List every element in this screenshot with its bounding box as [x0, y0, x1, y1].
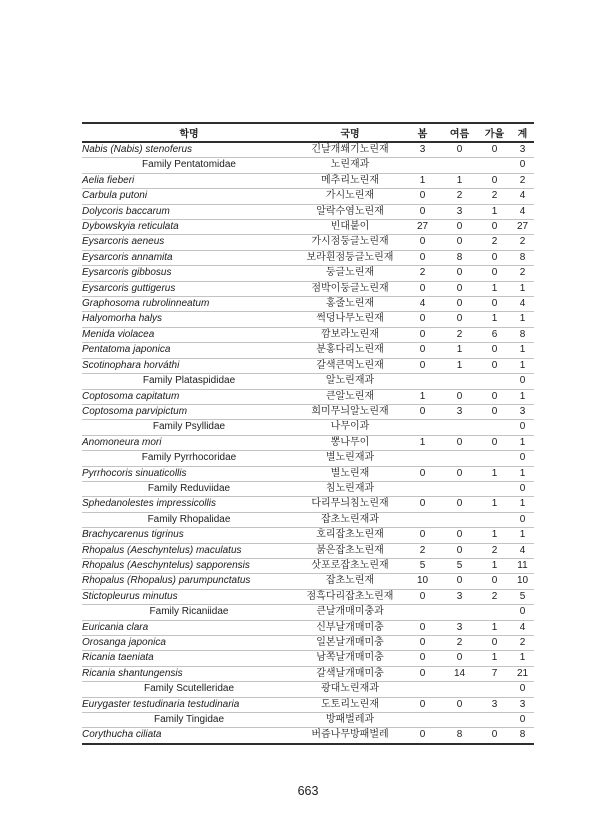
total-count: 2	[511, 266, 534, 281]
autumn-count: 2	[478, 589, 511, 604]
page-number: 663	[297, 784, 319, 798]
family-name: Family Ricaniidae	[82, 605, 296, 620]
total-count: 3	[511, 404, 534, 419]
col-header-autumn: 가을	[478, 123, 511, 142]
autumn-count	[478, 713, 511, 728]
spring-count: 2	[404, 266, 441, 281]
total-count: 11	[511, 558, 534, 573]
autumn-count	[478, 374, 511, 389]
korean-name: 나무이과	[296, 420, 404, 435]
spring-count: 0	[404, 528, 441, 543]
autumn-count: 0	[478, 358, 511, 373]
scientific-name: Rhopalus (Aeschyntelus) maculatus	[82, 543, 296, 558]
spring-count: 0	[404, 204, 441, 219]
summer-count: 8	[456, 729, 463, 741]
summer-count: 3	[441, 620, 478, 635]
total-count: 2	[511, 636, 534, 651]
total-count: 4	[511, 620, 534, 635]
summer-count: 0	[441, 312, 478, 327]
total-count: 1	[511, 358, 534, 373]
total-count: 0	[511, 158, 534, 173]
summer-count	[441, 481, 478, 496]
scientific-name: Dybowskyia reticulata	[82, 220, 296, 235]
summer-count: 1	[441, 343, 478, 358]
korean-name: 썩덩나무노린재	[296, 312, 404, 327]
summer-count: 0	[441, 266, 478, 281]
family-row	[82, 512, 534, 527]
spring-count: 0	[404, 189, 441, 204]
korean-name: 별노린재과	[296, 451, 404, 466]
spring-count: 5	[404, 558, 441, 573]
korean-name: 버즘나무방패벌레	[311, 729, 389, 741]
total-count: 1	[511, 281, 534, 296]
family-name: Family Psyllidae	[82, 420, 296, 435]
family-row	[82, 420, 534, 435]
spring-count	[404, 605, 441, 620]
family-row	[82, 605, 534, 620]
autumn-count	[478, 451, 511, 466]
summer-count: 1	[441, 358, 478, 373]
species-row	[82, 728, 534, 744]
total-count: 8	[511, 327, 534, 342]
korean-name: 노린재과	[296, 158, 404, 173]
scientific-name: Nabis (Nabis) stenoferus	[82, 142, 296, 158]
korean-name: 메추리노린재	[296, 173, 404, 188]
autumn-count: 0	[478, 435, 511, 450]
total-count: 27	[511, 220, 534, 235]
autumn-count: 0	[491, 729, 498, 741]
scientific-name: Orosanga japonica	[82, 636, 296, 651]
family-name: Family Tingidae	[82, 713, 296, 728]
autumn-count: 1	[478, 528, 511, 543]
spring-count: 0	[404, 497, 441, 512]
autumn-count: 1	[478, 281, 511, 296]
scientific-name: Coptosoma capitatum	[82, 389, 296, 404]
summer-count: 2	[441, 189, 478, 204]
scientific-name: Rhopalus (Aeschyntelus) sapporensis	[82, 558, 296, 573]
spring-count: 1	[404, 435, 441, 450]
species-row	[82, 404, 534, 419]
spring-count: 0	[404, 589, 441, 604]
korean-name: 삿포로잡초노린재	[296, 558, 404, 573]
autumn-count	[478, 481, 511, 496]
korean-name: 잡초노린재과	[296, 512, 404, 527]
scientific-name: Aelia fieberi	[82, 173, 296, 188]
total-count: 0	[511, 481, 534, 496]
korean-name: 알락수염노린재	[296, 204, 404, 219]
spring-count	[404, 682, 441, 697]
total-count: 4	[511, 204, 534, 219]
scientific-name: Stictopleurus minutus	[82, 589, 296, 604]
spring-count	[404, 713, 441, 728]
autumn-count: 6	[478, 327, 511, 342]
total-count: 0	[511, 420, 534, 435]
scientific-name: Corythucha ciliata	[82, 729, 162, 741]
total-count: 2	[511, 173, 534, 188]
spring-count	[404, 158, 441, 173]
spring-count: 0	[404, 636, 441, 651]
species-row	[82, 435, 534, 450]
spring-count: 0	[404, 358, 441, 373]
species-row	[82, 389, 534, 404]
scientific-name: Pyrrhocoris sinuaticollis	[82, 466, 296, 481]
autumn-count: 0	[478, 142, 511, 158]
korean-name: 남쪽날개매미충	[296, 651, 404, 666]
total-count: 10	[511, 574, 534, 589]
autumn-count: 1	[478, 312, 511, 327]
total-count: 0	[511, 713, 534, 728]
summer-count	[441, 420, 478, 435]
family-name: Family Pentatomidae	[82, 158, 296, 173]
korean-name: 일본날개매미충	[296, 636, 404, 651]
korean-name: 분홍다리노린재	[296, 343, 404, 358]
summer-count: 3	[441, 204, 478, 219]
scientific-name: Rhopalus (Rhopalus) parumpunctatus	[82, 574, 296, 589]
spring-count: 27	[404, 220, 441, 235]
species-row	[82, 636, 534, 651]
family-name: Family Reduviidae	[82, 481, 296, 496]
korean-name: 뽕나무이	[296, 435, 404, 450]
species-row	[82, 266, 534, 281]
summer-count: 0	[441, 697, 478, 712]
summer-count: 0	[441, 235, 478, 250]
autumn-count: 2	[478, 235, 511, 250]
summer-count: 0	[441, 281, 478, 296]
species-row	[82, 528, 534, 543]
summer-count: 0	[441, 435, 478, 450]
species-row	[82, 466, 534, 481]
summer-count: 0	[441, 651, 478, 666]
autumn-count: 3	[478, 697, 511, 712]
summer-count: 0	[441, 389, 478, 404]
species-row	[82, 281, 534, 296]
total-count: 8	[519, 729, 526, 741]
total-count: 1	[511, 497, 534, 512]
summer-count: 8	[441, 250, 478, 265]
species-row	[82, 327, 534, 342]
spring-count: 0	[404, 697, 441, 712]
autumn-count	[478, 158, 511, 173]
autumn-count: 7	[478, 666, 511, 681]
summer-count	[441, 374, 478, 389]
total-count: 0	[511, 451, 534, 466]
scientific-name: Eysarcoris annamita	[82, 250, 296, 265]
autumn-count: 1	[478, 204, 511, 219]
autumn-count: 1	[478, 466, 511, 481]
family-row	[82, 713, 534, 728]
species-abundance-table	[82, 122, 534, 745]
autumn-count: 0	[478, 297, 511, 312]
korean-name: 긴날개쐐기노린재	[296, 142, 404, 158]
scientific-name: Dolycoris baccarum	[82, 204, 296, 219]
family-name: Family Scutelleridae	[82, 682, 296, 697]
spring-count	[404, 374, 441, 389]
scientific-name: Eysarcoris aeneus	[82, 235, 296, 250]
autumn-count: 0	[478, 404, 511, 419]
total-count: 1	[511, 312, 534, 327]
autumn-count: 0	[478, 574, 511, 589]
summer-count: 1	[441, 173, 478, 188]
scientific-name: Coptosoma parvipictum	[82, 404, 296, 419]
scientific-name: Brachycarenus tigrinus	[82, 528, 296, 543]
species-row	[82, 589, 534, 604]
col-header-summer: 여름	[441, 123, 478, 142]
family-row	[82, 481, 534, 496]
total-count: 1	[511, 651, 534, 666]
total-count: 0	[511, 374, 534, 389]
summer-count: 14	[441, 666, 478, 681]
family-row	[82, 158, 534, 173]
summer-count: 5	[441, 558, 478, 573]
spring-count: 0	[419, 729, 426, 741]
total-count: 0	[511, 682, 534, 697]
family-name: Family Rhopalidae	[82, 512, 296, 527]
scientific-name: Anomoneura mori	[82, 435, 296, 450]
summer-count: 0	[441, 466, 478, 481]
species-row	[82, 312, 534, 327]
korean-name: 깜보라노린재	[296, 327, 404, 342]
species-row	[82, 220, 534, 235]
autumn-count: 2	[478, 543, 511, 558]
scientific-name: Pentatoma japonica	[82, 343, 296, 358]
korean-name: 갈색날개매미충	[296, 666, 404, 681]
autumn-count: 0	[478, 220, 511, 235]
family-name: Family Plataspididae	[82, 374, 296, 389]
total-count: 4	[511, 189, 534, 204]
col-header-scientific-name: 학명	[82, 123, 296, 142]
korean-name: 가시점둥글노린재	[296, 235, 404, 250]
korean-name: 점박이둥글노린재	[296, 281, 404, 296]
table-body	[82, 142, 534, 744]
autumn-count: 0	[478, 636, 511, 651]
total-count: 2	[511, 235, 534, 250]
total-count: 3	[511, 142, 534, 158]
total-count: 4	[511, 297, 534, 312]
korean-name: 방패벌레과	[296, 713, 404, 728]
total-count: 21	[511, 666, 534, 681]
scientific-name: Sphedanolestes impressicollis	[82, 497, 296, 512]
spring-count: 0	[404, 281, 441, 296]
spring-count: 0	[404, 250, 441, 265]
summer-count: 2	[441, 327, 478, 342]
korean-name: 보라흰점둥글노린재	[296, 250, 404, 265]
scientific-name: Eysarcoris guttigerus	[82, 281, 296, 296]
total-count: 3	[511, 697, 534, 712]
korean-name: 갈색큰먹노린재	[296, 358, 404, 373]
col-header-spring: 봄	[404, 123, 441, 142]
species-row	[82, 543, 534, 558]
korean-name: 둥글노린재	[296, 266, 404, 281]
total-count: 4	[511, 543, 534, 558]
species-row	[82, 574, 534, 589]
autumn-count: 0	[478, 343, 511, 358]
spring-count: 0	[404, 343, 441, 358]
summer-count: 0	[441, 543, 478, 558]
species-row	[82, 343, 534, 358]
col-header-korean-name: 국명	[296, 123, 404, 142]
korean-name: 홍줄노린재	[296, 297, 404, 312]
summer-count: 0	[441, 297, 478, 312]
korean-name: 점흑다리잡초노린재	[296, 589, 404, 604]
spring-count: 1	[404, 389, 441, 404]
spring-count	[404, 420, 441, 435]
korean-name: 별노린재	[296, 466, 404, 481]
autumn-count: 1	[478, 558, 511, 573]
summer-count: 3	[441, 589, 478, 604]
summer-count	[441, 512, 478, 527]
species-row	[82, 142, 534, 158]
spring-count: 0	[404, 651, 441, 666]
table-header-row	[82, 123, 534, 142]
summer-count: 0	[441, 220, 478, 235]
species-row	[82, 697, 534, 712]
spring-count	[404, 451, 441, 466]
species-row	[82, 358, 534, 373]
korean-name: 큰날개매미충과	[296, 605, 404, 620]
spring-count: 0	[404, 327, 441, 342]
autumn-count	[478, 682, 511, 697]
spring-count: 0	[404, 666, 441, 681]
spring-count	[404, 481, 441, 496]
korean-name: 신부날개매미충	[296, 620, 404, 635]
scientific-name: Ricania shantungensis	[82, 666, 296, 681]
korean-name: 큰알노린재	[296, 389, 404, 404]
scientific-name: Euricania clara	[82, 620, 296, 635]
total-count: 1	[511, 343, 534, 358]
scientific-name: Graphosoma rubrolinneatum	[82, 297, 296, 312]
summer-count: 3	[441, 404, 478, 419]
spring-count	[404, 512, 441, 527]
summer-count: 0	[441, 142, 478, 158]
scientific-name: Scotinophara horváthi	[82, 358, 296, 373]
family-row	[82, 451, 534, 466]
korean-name: 알노린재과	[296, 374, 404, 389]
autumn-count: 0	[478, 389, 511, 404]
scientific-name: Carbula putoni	[82, 189, 296, 204]
species-row	[82, 620, 534, 635]
species-row	[82, 666, 534, 681]
species-row	[82, 173, 534, 188]
autumn-count: 2	[478, 189, 511, 204]
autumn-count: 1	[478, 651, 511, 666]
korean-name: 붉은잡초노린재	[296, 543, 404, 558]
scientific-name: Eysarcoris gibbosus	[82, 266, 296, 281]
species-row	[82, 235, 534, 250]
total-count: 1	[511, 435, 534, 450]
summer-count: 0	[441, 528, 478, 543]
autumn-count: 0	[478, 250, 511, 265]
spring-count: 4	[404, 297, 441, 312]
spring-count: 2	[404, 543, 441, 558]
scientific-name: Menida violacea	[82, 327, 296, 342]
summer-count: 0	[441, 497, 478, 512]
korean-name: 호리잡초노린재	[296, 528, 404, 543]
spring-count: 10	[404, 574, 441, 589]
spring-count: 0	[404, 404, 441, 419]
korean-name: 잡초노린재	[296, 574, 404, 589]
autumn-count: 0	[478, 266, 511, 281]
autumn-count: 1	[478, 497, 511, 512]
spring-count: 1	[404, 173, 441, 188]
spring-count: 0	[404, 312, 441, 327]
summer-count: 2	[441, 636, 478, 651]
summer-count	[441, 605, 478, 620]
summer-count	[441, 451, 478, 466]
autumn-count: 0	[478, 173, 511, 188]
korean-name: 가시노린재	[296, 189, 404, 204]
species-row	[82, 204, 534, 219]
korean-name: 빈대붙이	[296, 220, 404, 235]
species-row	[82, 189, 534, 204]
family-row	[82, 374, 534, 389]
scientific-name: Ricania taeniata	[82, 651, 296, 666]
korean-name: 광대노린재과	[296, 682, 404, 697]
korean-name: 도토리노린재	[296, 697, 404, 712]
summer-count	[441, 682, 478, 697]
species-row	[82, 497, 534, 512]
korean-name: 침노린재과	[296, 481, 404, 496]
autumn-count	[478, 420, 511, 435]
spring-count: 0	[404, 235, 441, 250]
autumn-count	[478, 512, 511, 527]
family-row	[82, 682, 534, 697]
total-count: 5	[511, 589, 534, 604]
korean-name: 희미무늬알노린재	[296, 404, 404, 419]
total-count: 0	[511, 605, 534, 620]
total-count: 8	[511, 250, 534, 265]
spring-count: 3	[404, 142, 441, 158]
summer-count	[441, 713, 478, 728]
autumn-count	[478, 605, 511, 620]
autumn-count: 1	[478, 620, 511, 635]
scientific-name: Eurygaster testudinaria testudinaria	[82, 697, 296, 712]
col-header-total: 계	[511, 123, 534, 142]
total-count: 0	[511, 512, 534, 527]
korean-name: 다리무늬침노린재	[296, 497, 404, 512]
total-count: 1	[511, 466, 534, 481]
summer-count	[441, 158, 478, 173]
species-row	[82, 297, 534, 312]
spring-count: 0	[404, 466, 441, 481]
scientific-name: Halyomorha halys	[82, 312, 296, 327]
species-row	[82, 250, 534, 265]
species-row	[82, 651, 534, 666]
total-count: 1	[511, 528, 534, 543]
summer-count: 0	[441, 574, 478, 589]
spring-count: 0	[404, 620, 441, 635]
family-name: Family Pyrrhocoridae	[82, 451, 296, 466]
total-count: 1	[511, 389, 534, 404]
species-row	[82, 558, 534, 573]
